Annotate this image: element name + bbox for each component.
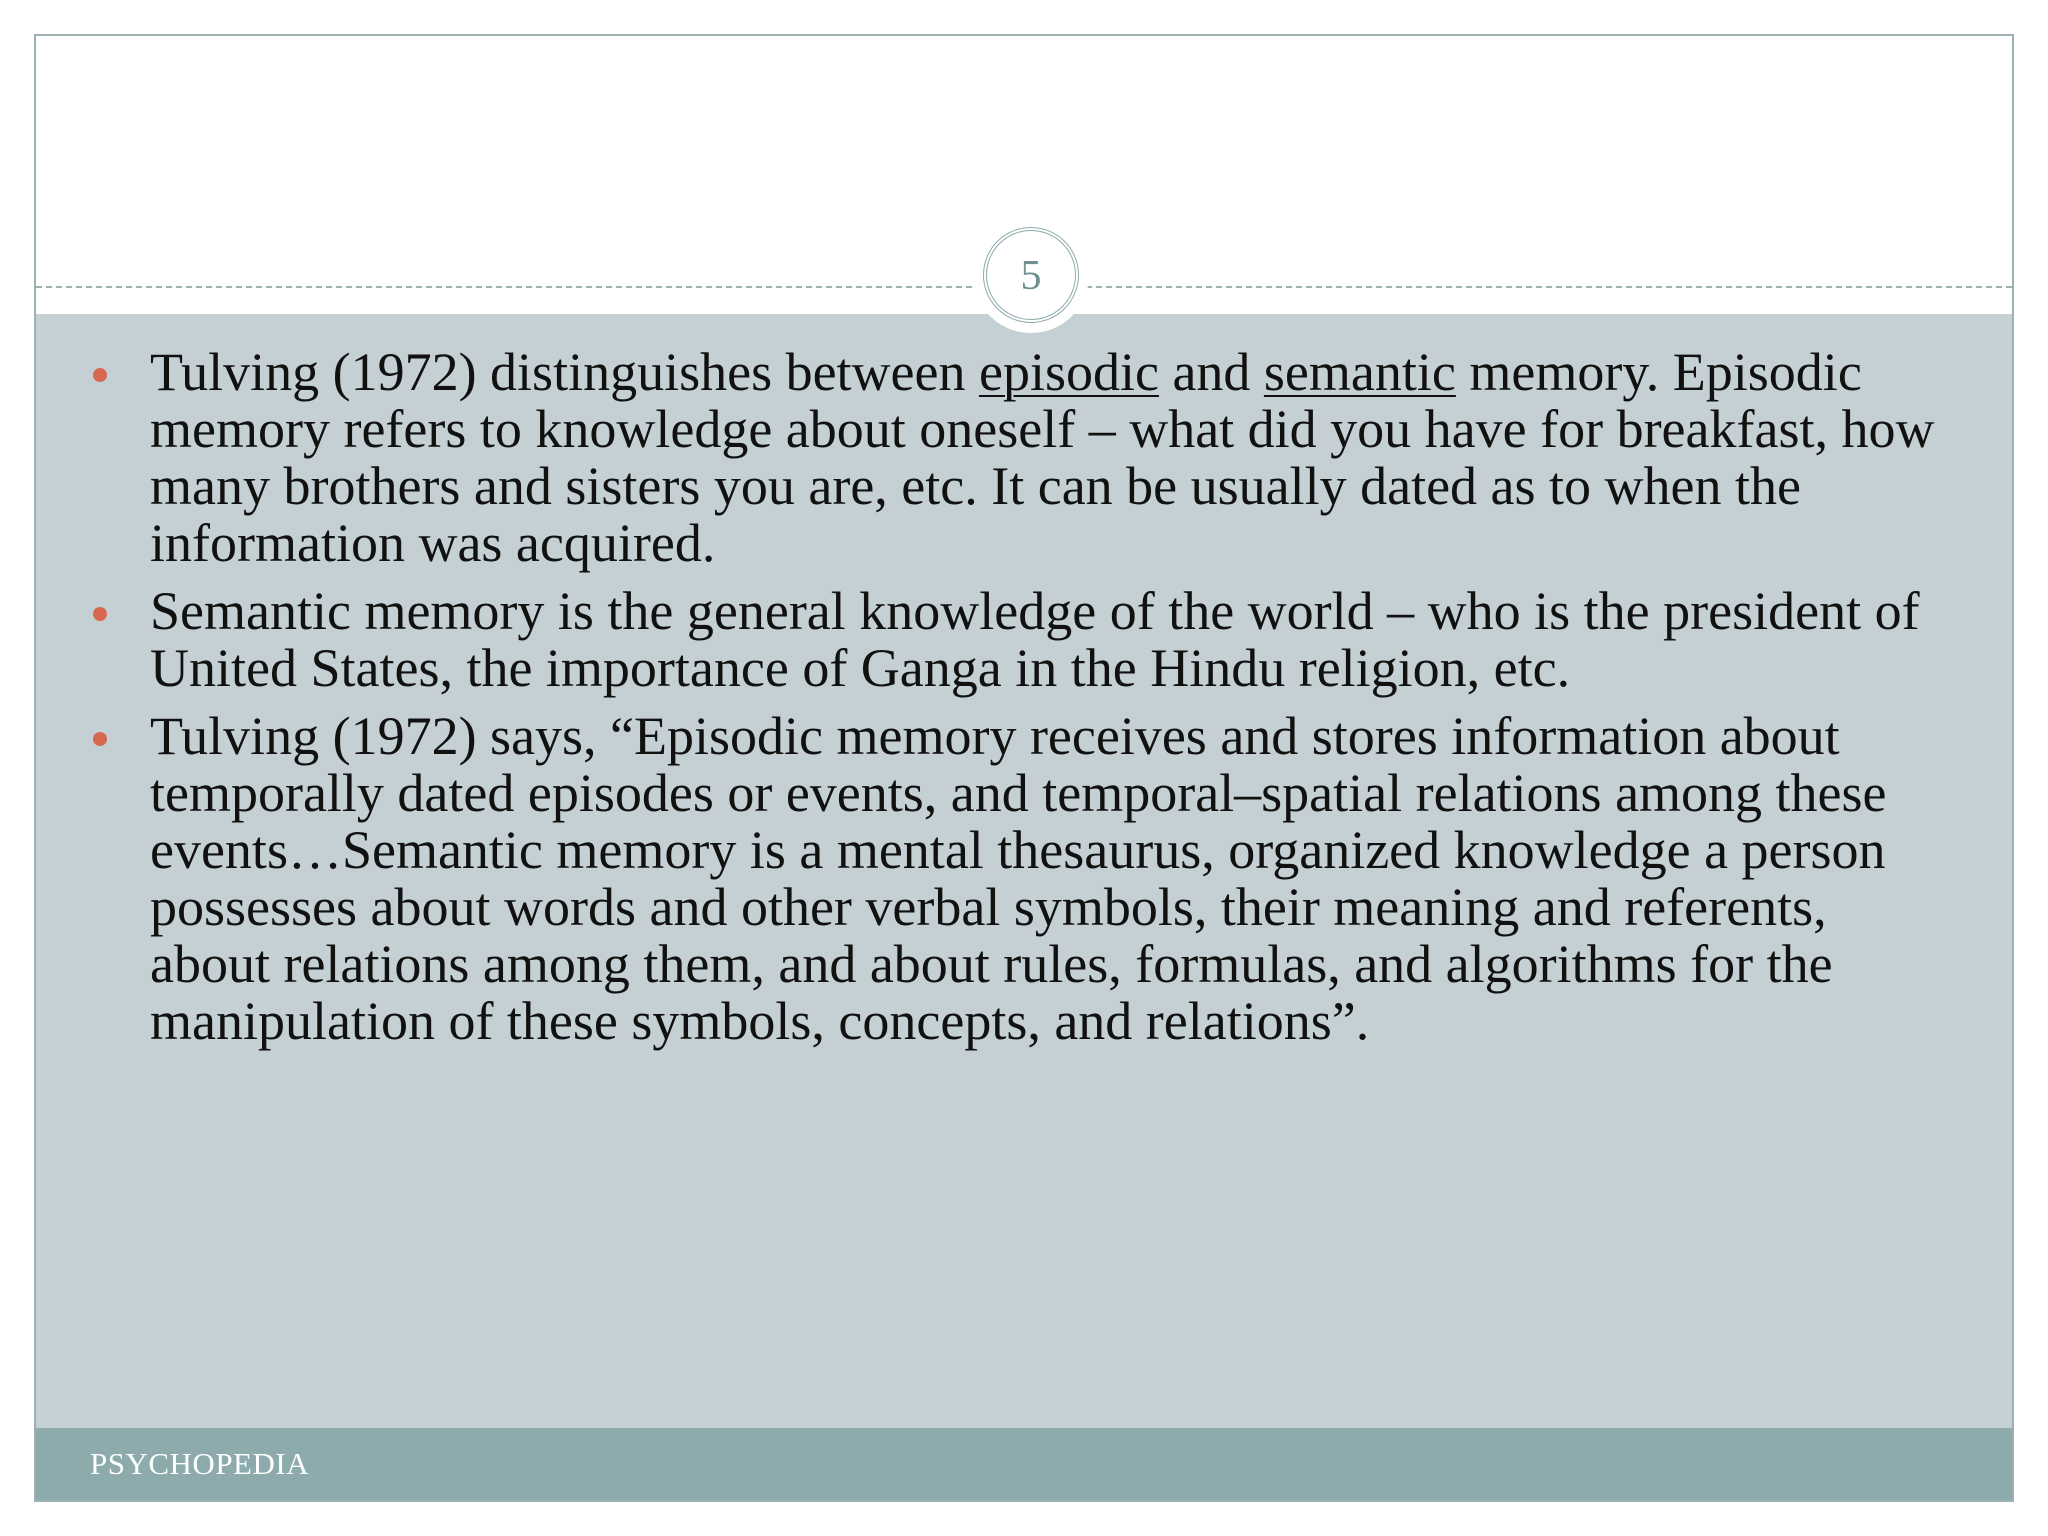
bullet-item-episodic-semantic	[36, 344, 2014, 572]
bullet-icon	[93, 732, 107, 746]
page-number-badge	[973, 217, 1089, 333]
bullet-text: Semantic memory is the general knowledge of the world – who is the president of United States, the importance of Ganga in the Hindu religion, etc.	[150, 581, 1920, 698]
slide-footer	[36, 1428, 2012, 1500]
bullet-text-part: and	[1158, 342, 1264, 402]
bullet-text-part: memory. Episodic memory refers to knowledge about oneself – what did you have for breakfast, how many brothers and sisters you are, etc. It can be usually dated as to when the information was acquired.	[150, 342, 1935, 573]
bullet-item-tulving-quote	[36, 708, 2014, 1050]
episodic-term: episodic	[978, 342, 1159, 402]
bullet-list	[36, 344, 2014, 1061]
footer-label: PSYCHOPEDIA	[90, 1446, 310, 1481]
bullet-item-semantic-memory	[36, 583, 2014, 697]
bullet-icon	[93, 607, 107, 621]
semantic-term: semantic	[1263, 342, 1456, 402]
bullet-text-part: Tulving (1972) distinguishes between	[150, 342, 979, 402]
page-number-ring	[983, 227, 1079, 323]
bullet-icon	[93, 368, 107, 382]
bullet-text: Tulving (1972) says, “Episodic memory receives and stores information about temporally dated episodes or events, and temporal–spatial relations among these events…Semantic memory is a mental thesaurus, organized knowledge a person possesses about words and other verbal symbols, their meaning and referents, about relations among them, and about rules, formulas, and algorithms for the manipulation of these symbols, concepts, and relations”.	[150, 706, 1887, 1051]
page-number: 5	[1020, 253, 1042, 299]
presentation-slide	[34, 34, 2014, 1502]
